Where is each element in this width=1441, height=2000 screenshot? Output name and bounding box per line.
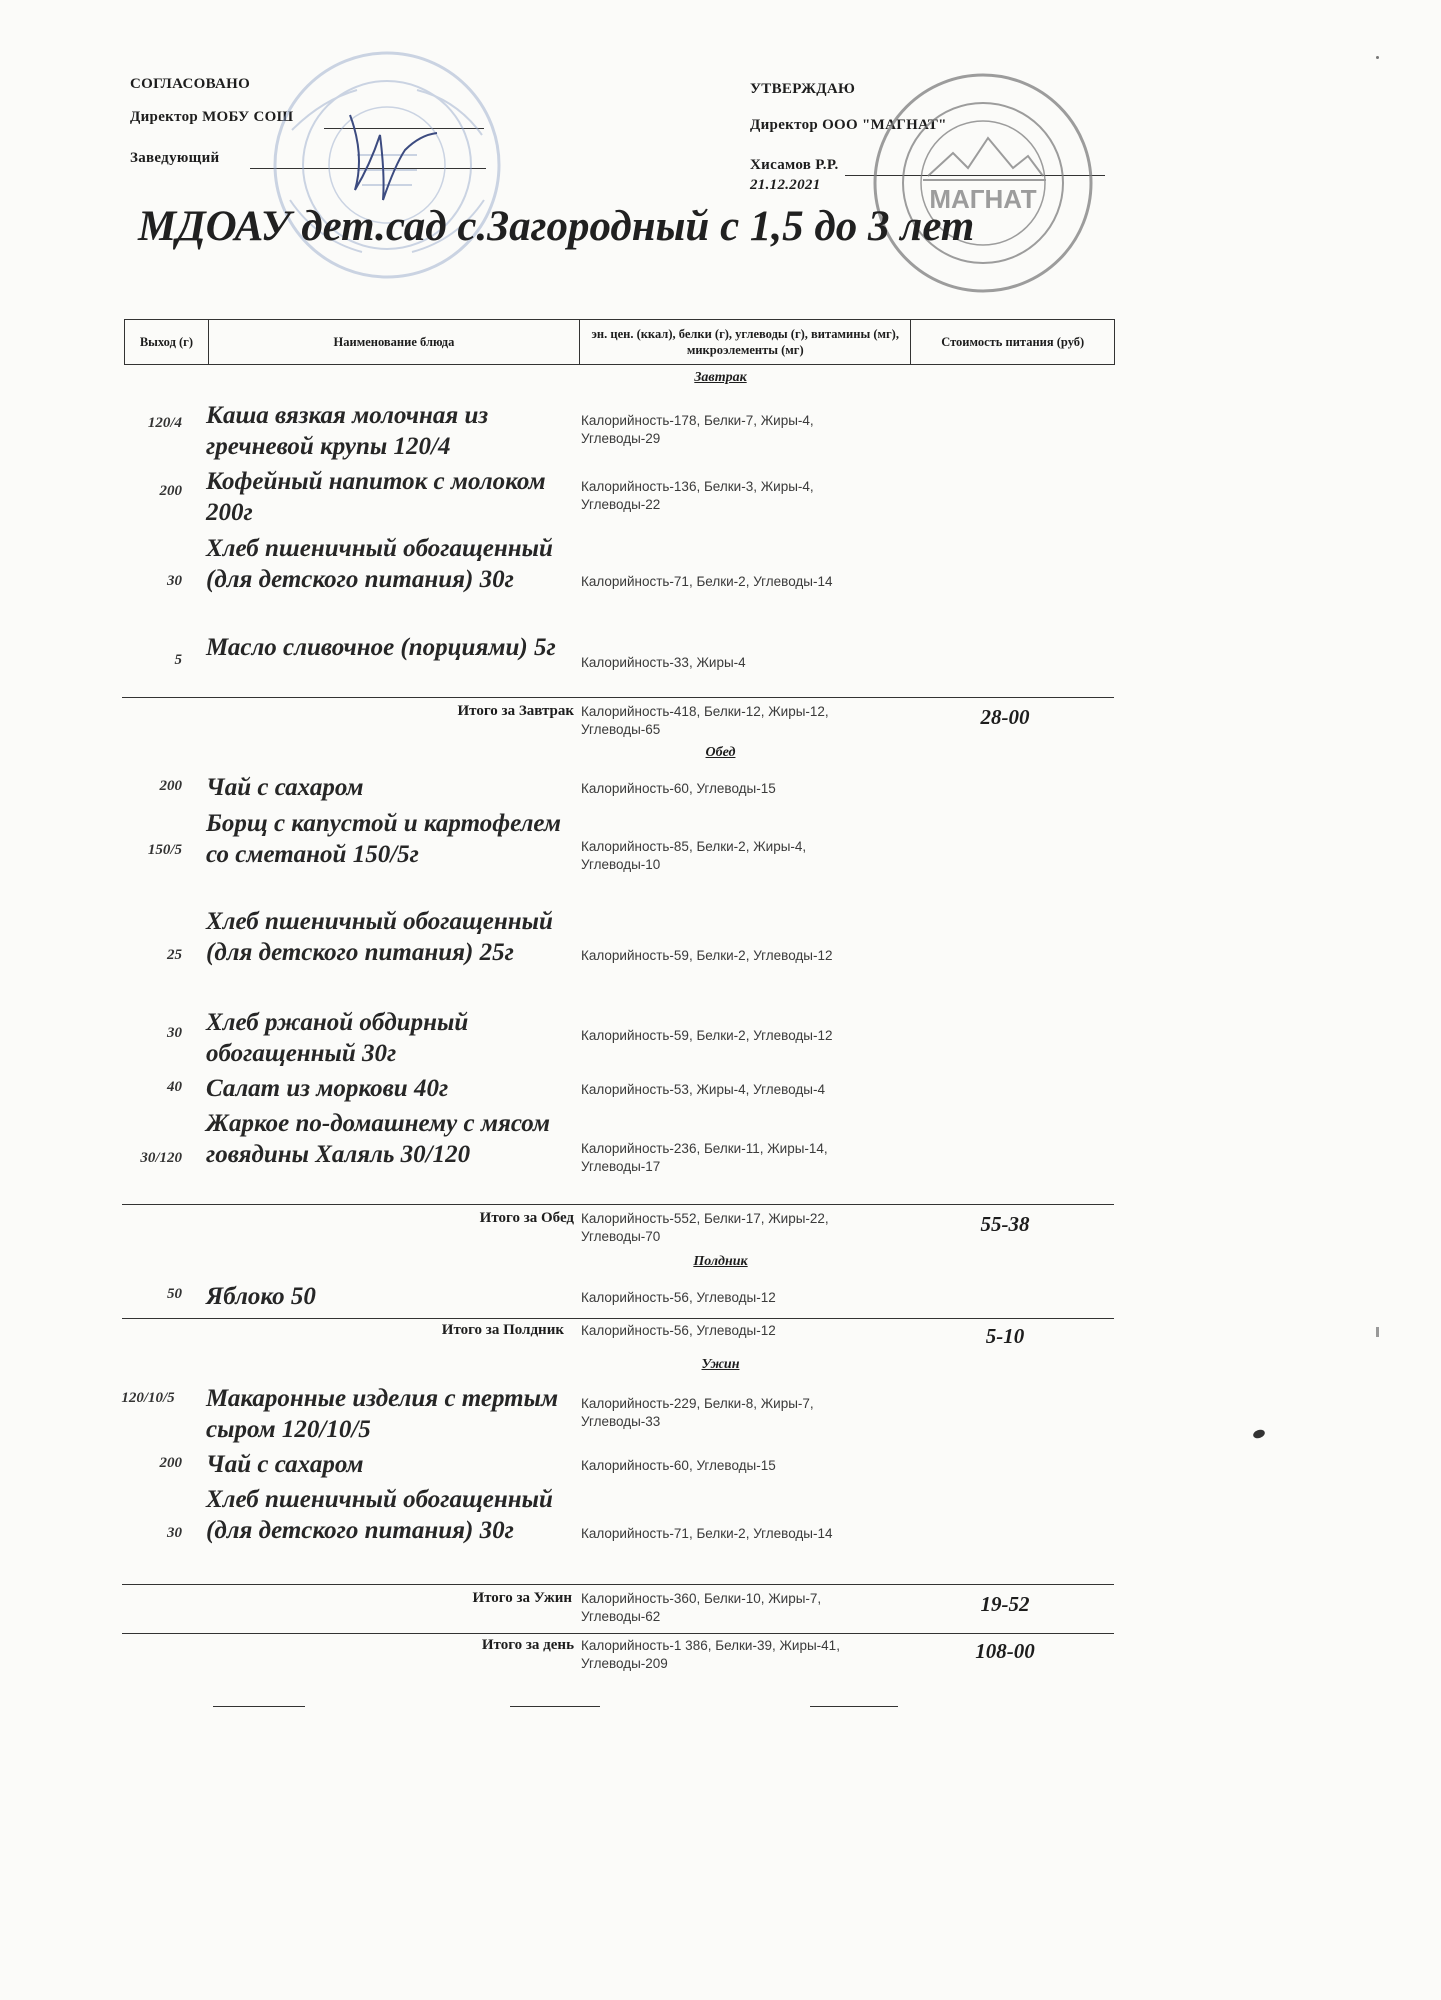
- item-name: Борщ с капустой и картофелем со сметаной 150/5г: [206, 810, 562, 868]
- total-cost: 28-00: [980, 705, 1030, 729]
- total-label: Итого за Ужин: [472, 1590, 572, 1606]
- col-output-header: Выход (г): [125, 320, 209, 364]
- page-title: МДОАУ дет.сад с.Загородный с 1,5 до 3 лет: [138, 203, 975, 250]
- section-title-dinner: Ужин: [701, 1357, 740, 1372]
- item-name: Кофейный напиток с молоком 200г: [206, 468, 546, 526]
- total-separator: [122, 1584, 1114, 1585]
- item-output: 25: [167, 947, 182, 963]
- total-nutrition: Калорийность-56, Углеводы-12: [581, 1323, 776, 1338]
- item-name: Яблоко 50: [206, 1283, 316, 1310]
- total-nutrition: Калорийность-418, Белки-12, Жиры-12, Углеводы-65: [581, 704, 829, 737]
- scan-speck: [1376, 1327, 1379, 1337]
- item-nutrition: Калорийность-229, Белки-8, Жиры-7, Углеводы-33: [581, 1396, 814, 1429]
- total-separator: [122, 1204, 1114, 1205]
- item-name: Хлеб пшеничный обогащенный (для детского питания) 30г: [206, 1486, 553, 1544]
- total-label: Итого за Обед: [479, 1210, 574, 1226]
- item-output: 200: [159, 1455, 182, 1471]
- col-nutrition-header: эн. цен. (ккал), белки (г), углеводы (г), витамины (мг), микроэлементы (мг): [580, 320, 911, 364]
- bottom-signature-line: [510, 1706, 600, 1707]
- total-label: Итого за Завтрак: [457, 703, 574, 719]
- approval-left-line1: Директор МОБУ СОШ: [130, 109, 294, 125]
- approval-right-title: УТВЕРЖДАЮ: [750, 81, 856, 97]
- signature-left: [325, 95, 445, 215]
- item-nutrition: Калорийность-236, Белки-11, Жиры-14, Углеводы-17: [581, 1141, 828, 1174]
- item-name: Чай с сахаром: [206, 1451, 364, 1478]
- item-nutrition: Калорийность-60, Углеводы-15: [581, 1458, 776, 1473]
- item-nutrition: Калорийность-71, Белки-2, Углеводы-14: [581, 1526, 833, 1541]
- item-output: 5: [174, 652, 182, 668]
- item-output: 200: [159, 483, 182, 499]
- total-cost: 19-52: [980, 1592, 1030, 1616]
- item-nutrition: Калорийность-71, Белки-2, Углеводы-14: [581, 574, 833, 589]
- total-nutrition: Калорийность-552, Белки-17, Жиры-22, Углеводы-70: [581, 1211, 829, 1244]
- section-title-breakfast: Завтрак: [694, 370, 747, 385]
- item-nutrition: Калорийность-33, Жиры-4: [581, 655, 746, 670]
- col-cost-header: Стоимость питания (руб): [941, 335, 1085, 349]
- item-name: Каша вязкая молочная из гречневой крупы 120/4: [206, 402, 489, 460]
- item-nutrition: Калорийность-85, Белки-2, Жиры-4, Углеводы-10: [581, 839, 807, 872]
- item-output: 120/10/5: [121, 1390, 175, 1406]
- scan-speck: [1376, 56, 1379, 59]
- item-output: 50: [167, 1286, 182, 1302]
- item-nutrition: Калорийность-178, Белки-7, Жиры-4, Углеводы-29: [581, 413, 814, 446]
- item-name: Хлеб ржаной обдирный обогащенный 30г: [206, 1009, 469, 1067]
- section-title-lunch: Обед: [705, 745, 736, 760]
- item-name: Хлеб пшеничный обогащенный (для детского питания) 30г: [206, 535, 553, 593]
- item-name: Жаркое по-домашнему с мясом говядины Халяль 30/120: [206, 1110, 550, 1168]
- approval-left-line2: Заведующий: [130, 150, 220, 166]
- item-name: Масло сливочное (порциями) 5г: [206, 634, 556, 661]
- item-nutrition: Калорийность-136, Белки-3, Жиры-4, Углеводы-22: [581, 479, 814, 512]
- item-nutrition: Калорийность-60, Углеводы-15: [581, 781, 776, 796]
- item-output: 30: [167, 1525, 182, 1541]
- item-nutrition: Калорийность-56, Углеводы-12: [581, 1290, 776, 1305]
- bottom-signature-line: [810, 1706, 898, 1707]
- total-separator: [122, 1318, 1114, 1319]
- total-separator: [122, 1633, 1114, 1634]
- item-output: 30: [167, 1025, 182, 1041]
- item-nutrition: Калорийность-59, Белки-2, Углеводы-12: [581, 948, 833, 963]
- stamp-right: [868, 68, 1098, 298]
- item-name: Хлеб пшеничный обогащенный (для детского питания) 25г: [206, 908, 553, 966]
- approval-right-line1: Директор ООО "МАГНАТ": [750, 117, 947, 133]
- total-nutrition: Калорийность-360, Белки-10, Жиры-7, Углеводы-62: [581, 1591, 822, 1624]
- total-label: Итого за Полдник: [441, 1322, 564, 1338]
- item-output: 200: [159, 778, 182, 794]
- item-output: 30: [167, 573, 182, 589]
- day-total-label: Итого за день: [481, 1637, 574, 1653]
- table-header: [124, 319, 1115, 365]
- col-name-header: Наименование блюда: [209, 320, 580, 364]
- total-cost: 5-10: [985, 1324, 1025, 1348]
- item-output: 120/4: [147, 415, 182, 431]
- approval-right-date: 21.12.2021: [750, 177, 821, 193]
- total-separator: [122, 697, 1114, 698]
- item-nutrition: Калорийность-59, Белки-2, Углеводы-12: [581, 1028, 833, 1043]
- item-name: Макаронные изделия с тертым сыром 120/10/5: [206, 1385, 559, 1443]
- svg-text:МАГНАТ: МАГНАТ: [929, 184, 1037, 214]
- item-output: 30/120: [140, 1150, 182, 1166]
- item-name: Чай с сахаром: [206, 774, 364, 801]
- item-output: 150/5: [147, 842, 182, 858]
- section-title-snack: Полдник: [693, 1254, 748, 1269]
- item-nutrition: Калорийность-53, Жиры-4, Углеводы-4: [581, 1082, 825, 1097]
- bottom-signature-line: [213, 1706, 305, 1707]
- scan-speck: [1252, 1428, 1266, 1440]
- approval-left-title: СОГЛАСОВАНО: [130, 76, 251, 92]
- total-cost: 55-38: [980, 1212, 1030, 1236]
- item-output: 40: [167, 1079, 182, 1095]
- approval-right-name: Хисамов Р.Р.: [750, 157, 839, 173]
- day-total-cost: 108-00: [975, 1639, 1035, 1663]
- item-name: Салат из моркови 40г: [206, 1075, 449, 1102]
- day-total-nutrition: Калорийность-1 386, Белки-39, Жиры-41, Углеводы-209: [581, 1638, 840, 1671]
